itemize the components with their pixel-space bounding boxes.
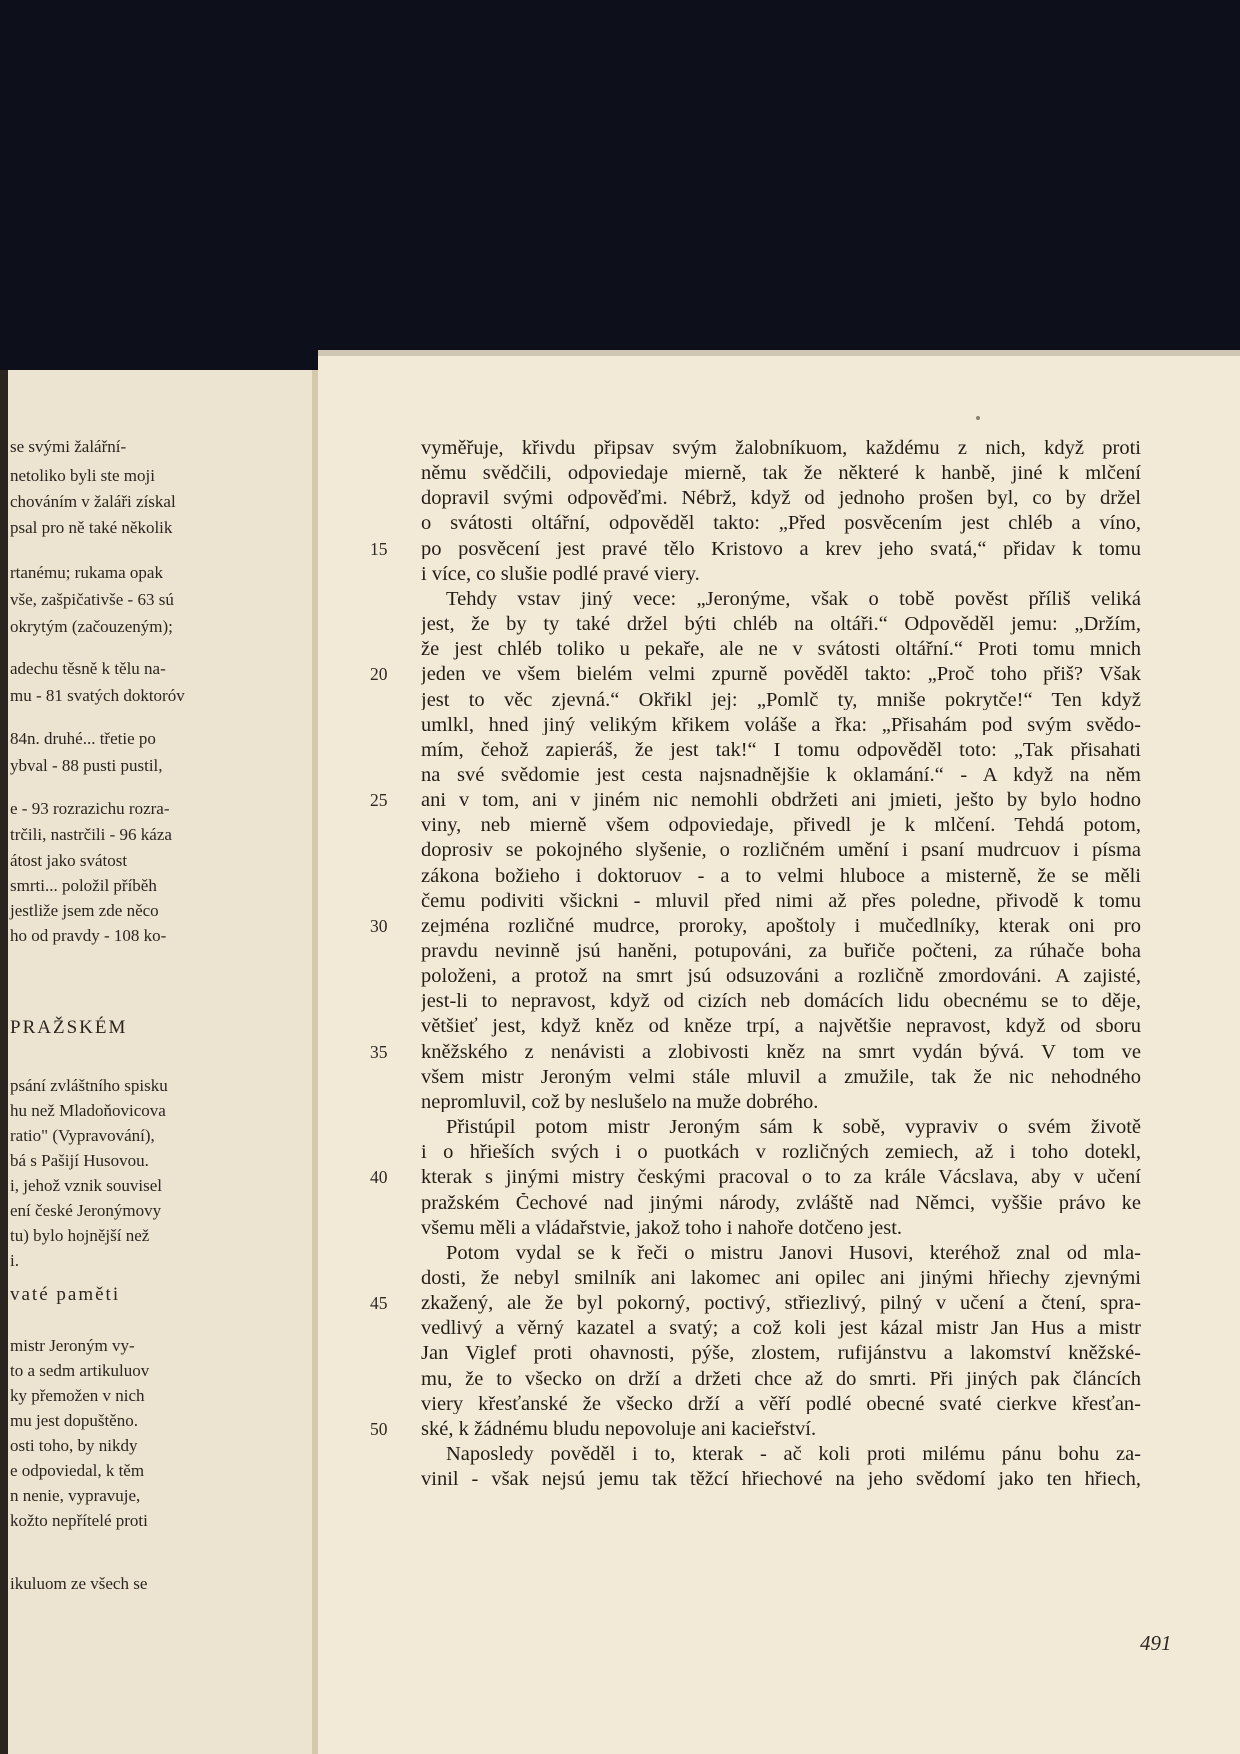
left-page-line: smrti... položil příběh [10, 876, 157, 895]
text-line: doprosiv se pokojného slyšenie, o rozličném umění i psaní mudrcuov i písma [421, 840, 1141, 861]
text-line: že jest chléb toliko u pekaře, ale ne v svátosti oltářní.“ Proti tomu mnich [421, 639, 1141, 660]
left-page-line: i. [10, 1251, 19, 1270]
left-page-line: netoliko byli ste moji [10, 466, 155, 485]
text-line: většieť jest, když kněz od kněze trpí, a najvětšie nepravost, když od sboru [421, 1016, 1141, 1037]
left-page-line: ho od pravdy - 108 ko- [10, 926, 167, 945]
text-line: zákona božieho i doktoruov - a to velmi hluboce a misterně, že se měli [421, 865, 1141, 887]
left-page-line: átost jako svátost [10, 851, 128, 870]
text-line: nepromluvil, což by neslušelo na muže dobrého. [421, 1091, 819, 1113]
text-line: dosti, že nebyl smilník ani lakomec ani opilec ani jinými hřiechy zjevnými [421, 1267, 1141, 1289]
text-line: položeni, a protož na smrt jsú odsuzováni a rozličně zmordováni. A zajisté, [421, 966, 1141, 987]
right-page [318, 356, 1240, 1754]
text-line: Potom vydal se k řeči o mistru Janovi Husovi, kteréhož znal od mla- [446, 1242, 1141, 1264]
text-line: vinil - však nejsú jemu tak těžcí hřiechové na jeho svědomí jako ten hřiech, [421, 1469, 1141, 1490]
left-page-line: chováním v žaláři získal [10, 492, 176, 511]
left-page-line: trčili, nastrčili - 96 káza [10, 825, 172, 844]
left-page-line: hu než Mladoňovicova [10, 1101, 166, 1120]
left-page-line: mistr Jeroným vy- [10, 1336, 135, 1355]
left-page-line: tu) bylo hojnější než [10, 1226, 150, 1245]
line-number: 40 [370, 1167, 388, 1188]
text-line: i více, co slušie podlé pravé viery. [421, 563, 700, 585]
text-line: vyměřuje, křivdu připsav svým žalobníkuom, každému z nich, když proti [421, 438, 1141, 459]
text-line: mím, čehož zapieráš, že jest tak!“ I tomu odpověděl toto: „Tak přisahati [421, 739, 1141, 761]
text-line: kněžského z nenávisti a zlobivosti kněz na smrt vydán bývá. V tom ve [421, 1041, 1141, 1063]
text-line: Naposledy pověděl i to, kterak - ač koli proti milému pánu bohu za- [446, 1444, 1141, 1465]
text-line: kterak s jinými mistry českými pracoval o to za krále Vácslava, aby v učení [421, 1167, 1141, 1188]
text-line: všemu měli a vládařstvie, jakož toho i nahoře dotčeno jest. [421, 1217, 903, 1239]
text-line: i o hřieších svých i o puotkách v rozličných zemiech, až i toho dotekl, [421, 1142, 1141, 1163]
left-page-line: psal pro ně také několik [10, 518, 173, 537]
text-line: jeden ve všem bielém velmi zpurně pověděl takto: „Proč toho přiš? Však [421, 664, 1141, 685]
text-line: umlkl, hned jiný velikým křikem voláše a řka: „Přisahám pod svým svědo- [421, 714, 1141, 736]
page-number: 491 [1140, 1631, 1172, 1655]
left-page-edge [0, 370, 8, 1754]
text-line: jest-li to nepravost, když od cizích neb domácích lidu obecnému se to děje, [421, 991, 1141, 1012]
text-line: všem mistr Jeroným velmi stále mluvil a zmužile, tak že nic nehodného [421, 1066, 1141, 1088]
left-page-line: n nenie, vypravuje, [10, 1486, 141, 1505]
line-number: 20 [370, 664, 388, 685]
left-page-line: 84n. druhé... třetie po [10, 729, 156, 748]
text-line: pravdu nevinně jsú haněni, potupováni, za buřiče počteni, za rúhače boha [421, 941, 1141, 962]
left-page-line: to a sedm artikuluov [10, 1361, 150, 1380]
left-page-line: rtanému; rukama opak [10, 563, 163, 582]
text-line: mu, že to všecko on drží a držeti chce až do smrti. Při jiných pak článcích [421, 1368, 1141, 1390]
text-line: na své svědomie jest cesta najsnadnějšie k oklamání.“ - A když na něm [421, 764, 1141, 786]
left-page-line: psání zvláštního spisku [10, 1076, 168, 1095]
left-page-line: okrytým (začouzeným); [10, 617, 173, 636]
line-number: 45 [370, 1293, 388, 1314]
left-page-line: jestliže jsem zde něco [10, 901, 159, 920]
text-line: čemu podiviti všickni - mluvil před nimi až přes poledne, přivodě k tomu [421, 890, 1141, 912]
text-line: viny, neb mierně všem odpoviedaje, přivedl je k mlčení. Tehdá potom, [421, 815, 1141, 836]
line-number: 30 [370, 915, 388, 936]
text-line: ani v tom, ani v jiném nic nemohli obdržeti ani jmieti, ješto by bylo hodno [421, 790, 1141, 811]
dark-background [0, 0, 1240, 370]
left-page-line: bá s Pašijí Husovou. [10, 1151, 149, 1170]
left-page-line: ikuluom ze všech se [10, 1574, 148, 1593]
text-line: jest to věc zjevná.“ Okřikl jej: „Pomlč ty, mniše pokrytče!“ Ten když [421, 689, 1141, 710]
left-page-line: osti toho, by nikdy [10, 1436, 138, 1455]
line-number: 50 [370, 1418, 388, 1439]
left-page-line: mu - 81 svatých doktoróv [10, 686, 185, 705]
text-line: zkažený, ale že byl pokorný, poctivý, střiezlivý, pilný v učení a čtení, spra- [421, 1293, 1141, 1314]
left-page-line: vaté paměti [10, 1284, 121, 1305]
left-page-line: ratio" (Vypravování), [10, 1126, 155, 1145]
text-line: Přistúpil potom mistr Jeroným sám k sobě, vypraviv o svém životě [446, 1117, 1141, 1138]
line-number: 15 [370, 538, 388, 559]
left-page-line: i, jehož vznik souvisel [10, 1176, 163, 1195]
text-line: ské, k žádnému bludu nepovoluje ani kacieřství. [421, 1418, 817, 1440]
text-line: zejména rozličné mudrce, proroky, apoštoly i mučedlníky, kterak oni pro [421, 915, 1141, 937]
text-line: němu svědčili, odpoviedaje mierně, tak že některé k hanbě, jiné k mlčení [421, 463, 1141, 484]
text-line: po posvěcení jest pravé tělo Kristovo a krev jeho svatá,“ přidav k tomu [421, 538, 1141, 560]
left-page [0, 370, 312, 1754]
left-page-line: mu jest dopuštěno. [10, 1411, 138, 1430]
left-page-line: ení české Jeronýmovy [10, 1201, 162, 1220]
line-number: 35 [370, 1041, 388, 1062]
left-page-line: adechu těsně k tělu na- [10, 659, 166, 678]
left-page-line: ky přemožen v nich [10, 1386, 145, 1405]
left-page-line: e - 93 rozrazichu rozra- [10, 799, 170, 818]
left-page-line: e odpoviedal, k těm [10, 1461, 145, 1480]
left-page-line: PRAŽSKÉM [10, 1017, 128, 1038]
text-line: pražském Čechové nad jinými národy, zvláště nad Němci, vyššie právo ke [421, 1192, 1141, 1213]
text-line: o svátosti oltářní, odpověděl takto: „Před posvěcením jest chléb a víno, [421, 513, 1141, 534]
text-line: jest, že by ty také držel býti chléb na oltáři.“ Odpověděl jemu: „Držím, [421, 614, 1141, 635]
text-line: viery křesťanské že všecko drží a věří podlé obecné svaté cierkve křesťan- [421, 1393, 1141, 1415]
left-page-line: kožto nepřítelé proti [10, 1511, 148, 1530]
left-page-line: ybval - 88 pusti pustil, [10, 756, 163, 775]
left-page-line: vše, zašpičativše - 63 sú [10, 590, 174, 609]
page-speck [976, 416, 980, 420]
text-line: Jan Viglef proti ohavnosti, pýše, zlostem, rufijánstvu a lakomství kněžské- [421, 1343, 1141, 1364]
text-line: Tehdy vstav jiný vece: „Jeronýme, však o tobě pověst příliš veliká [446, 588, 1141, 610]
left-page-line: se svými žalářní- [10, 437, 127, 456]
line-number: 25 [370, 790, 388, 811]
text-line: dopravil svými odpověďmi. Nébrž, když od jednoho prošen byl, co by držel [421, 488, 1141, 509]
text-line: vedlivý a věrný kazatel a svatý; a což koli jest kázal mistr Jan Hus a mistr [421, 1318, 1141, 1339]
